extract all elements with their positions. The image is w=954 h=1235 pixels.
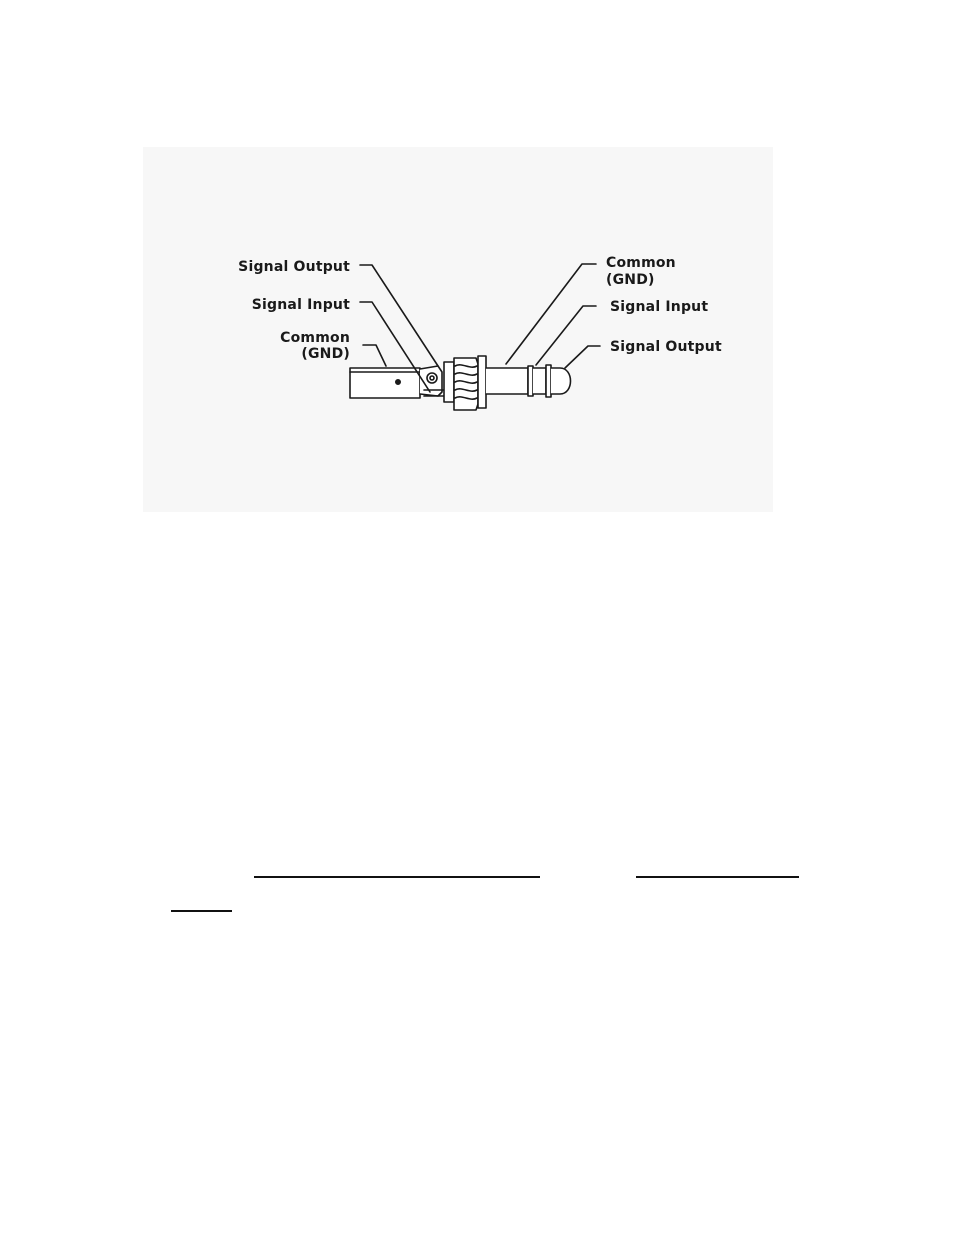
leader-signal-output-right — [565, 346, 600, 368]
blank-line-1 — [254, 876, 540, 878]
label-common-right-line2: (GND) — [606, 272, 655, 288]
label-signal-output-right: Signal Output — [610, 339, 722, 355]
leader-common-right — [506, 264, 596, 364]
leader-signal-input-right — [536, 306, 596, 365]
label-common-right-line1: Common — [606, 255, 676, 271]
label-signal-input-left: Signal Input — [251, 297, 350, 313]
label-signal-output-left: Signal Output — [238, 259, 350, 275]
label-common-left-line2: (GND) — [301, 346, 350, 362]
threaded-bushing — [444, 356, 486, 410]
blank-line-2 — [636, 876, 799, 878]
leader-common-left — [363, 345, 386, 366]
leader-signal-output-left — [360, 265, 438, 366]
label-common-left-line1: Common — [280, 330, 350, 346]
label-signal-input-right: Signal Input — [610, 299, 709, 315]
blank-line-3 — [171, 910, 232, 912]
plug-shaft — [486, 365, 571, 397]
jack-sleeve-terminal — [350, 368, 420, 398]
